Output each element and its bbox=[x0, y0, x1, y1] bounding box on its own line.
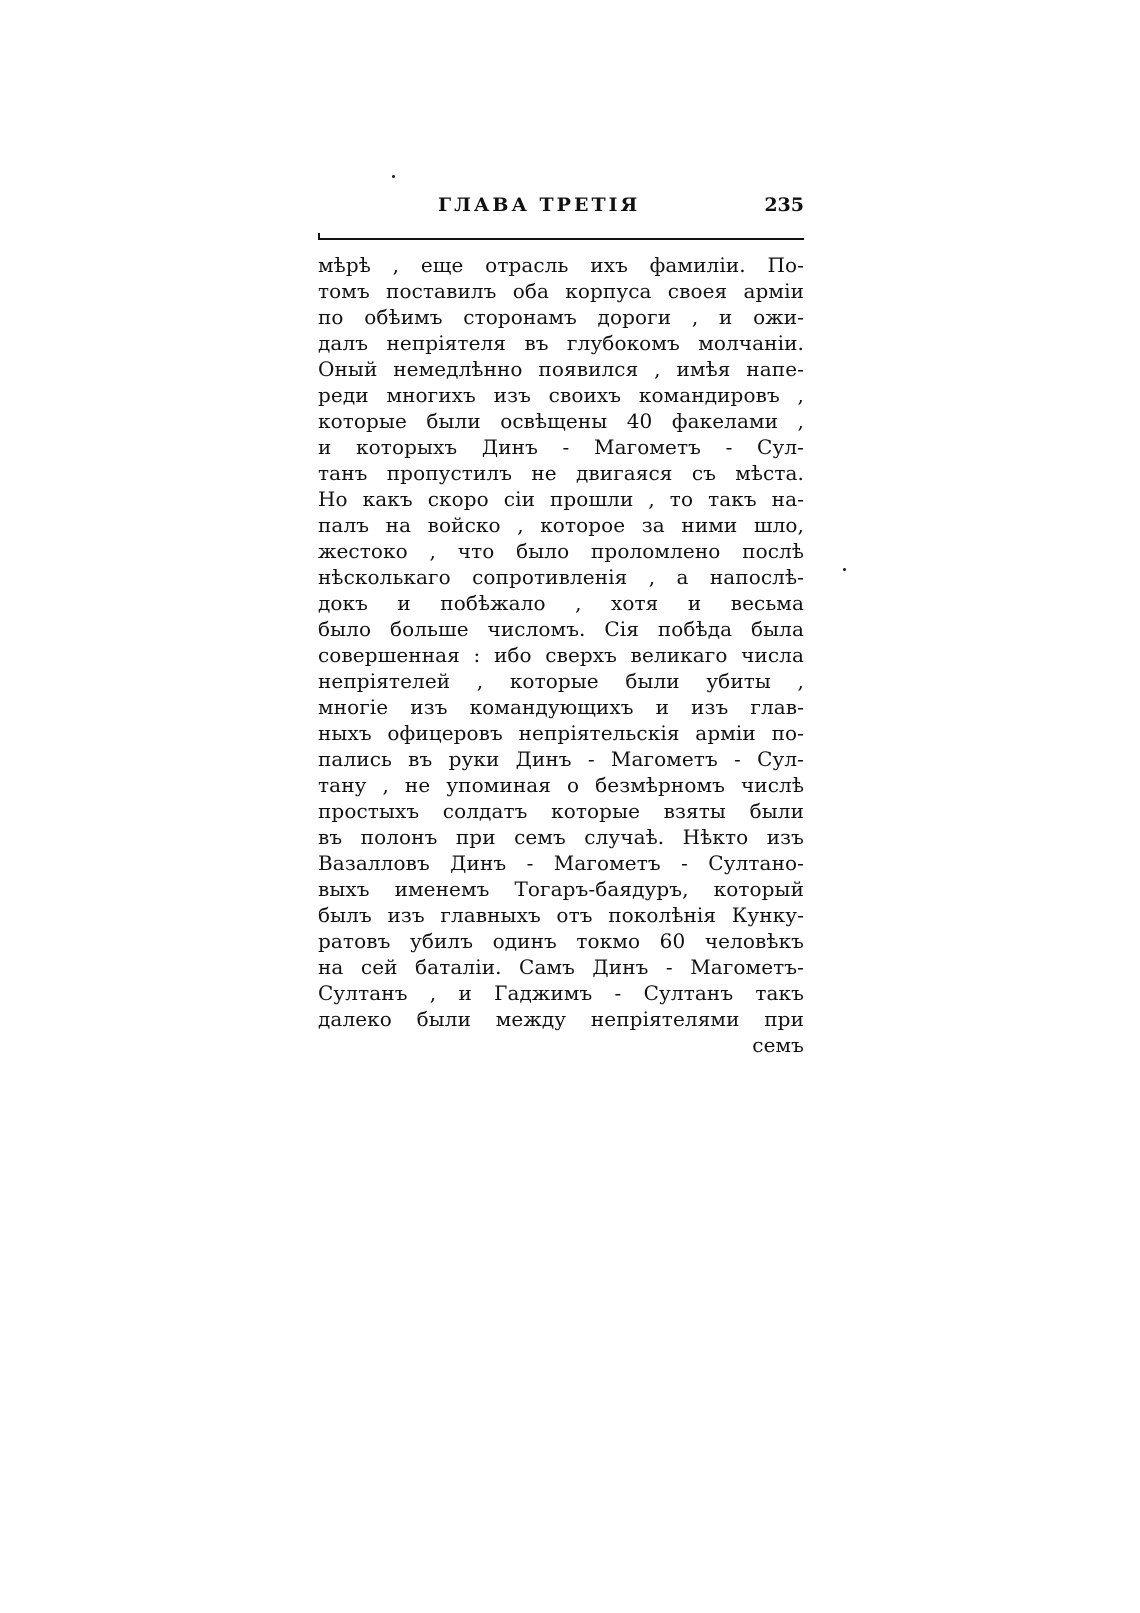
text-line: ныхъ офицеровъ непріятельскія арміи по- bbox=[318, 721, 804, 745]
text-line: ратовъ убилъ одинъ токмо 60 человѣкъ bbox=[318, 929, 804, 953]
text-line: былъ изъ главныхъ отъ поколѣнія Кунку- bbox=[318, 903, 804, 927]
text-line: выхъ именемъ Тогаръ-баядуръ, который bbox=[318, 877, 804, 901]
text-line: палъ на войско , которое за ними шло, bbox=[318, 513, 804, 537]
text-line: на сей баталіи. Самъ Динъ - Магометъ- bbox=[318, 955, 804, 979]
text-line: жестоко , что было проломлено послѣ bbox=[318, 539, 804, 563]
text-line: докъ и побѣжало , хотя и весьма bbox=[318, 591, 804, 615]
catchword: семъ bbox=[752, 1033, 804, 1057]
text-line: далеко были между непріятелями при bbox=[318, 1007, 804, 1031]
running-head: ГЛАВА ТРЕТІЯ bbox=[438, 194, 641, 216]
page-number: 235 bbox=[764, 194, 804, 216]
text-line: Оный немедлѣнно появился , имѣя напе- bbox=[318, 357, 804, 381]
text-line: и которыхъ Динъ - Магометъ - Сул- bbox=[318, 435, 804, 459]
text-line: было больше числомъ. Сія побѣда была bbox=[318, 617, 804, 641]
text-line: Но какъ скоро сіи прошли , то такъ на- bbox=[318, 487, 804, 511]
text-line: нѣсколькаго сопротивленія , а напослѣ- bbox=[318, 565, 804, 589]
text-line: мѣрѣ , еще отрасль ихъ фамиліи. По- bbox=[318, 253, 804, 277]
text-line: тану , не упоминая о безмѣрномъ числѣ bbox=[318, 773, 804, 797]
text-line: танъ пропустилъ не двигаяся съ мѣста. bbox=[318, 461, 804, 485]
text-line: совершенная : ибо сверхъ великаго числа bbox=[318, 643, 804, 667]
text-line: непріятелей , которые были убиты , bbox=[318, 669, 804, 693]
stray-mark-right bbox=[843, 568, 846, 571]
body-text bbox=[318, 252, 804, 1058]
text-line: томъ поставилъ оба корпуса своея арміи bbox=[318, 279, 804, 303]
text-line: которые были освѣщены 40 факелами , bbox=[318, 409, 804, 433]
page-header bbox=[318, 194, 804, 224]
header-rule bbox=[318, 238, 804, 240]
text-line: Вазалловъ Динъ - Магометъ - Султано- bbox=[318, 851, 804, 875]
text-line: многіе изъ командующихъ и изъ глав- bbox=[318, 695, 804, 719]
text-line: простыхъ солдатъ которые взяты были bbox=[318, 799, 804, 823]
text-line: въ полонъ при семъ случаѣ. Нѣкто изъ bbox=[318, 825, 804, 849]
text-line: реди многихъ изъ своихъ командировъ , bbox=[318, 383, 804, 407]
text-line: пались въ руки Динъ - Магометъ - Сул- bbox=[318, 747, 804, 771]
text-line: далъ непріятеля въ глубокомъ молчаніи. bbox=[318, 331, 804, 355]
text-line: по обѣимъ сторонамъ дороги , и ожи- bbox=[318, 305, 804, 329]
stray-mark-top bbox=[392, 175, 395, 178]
text-line: Султанъ , и Гаджимъ - Султанъ такъ bbox=[318, 981, 804, 1005]
